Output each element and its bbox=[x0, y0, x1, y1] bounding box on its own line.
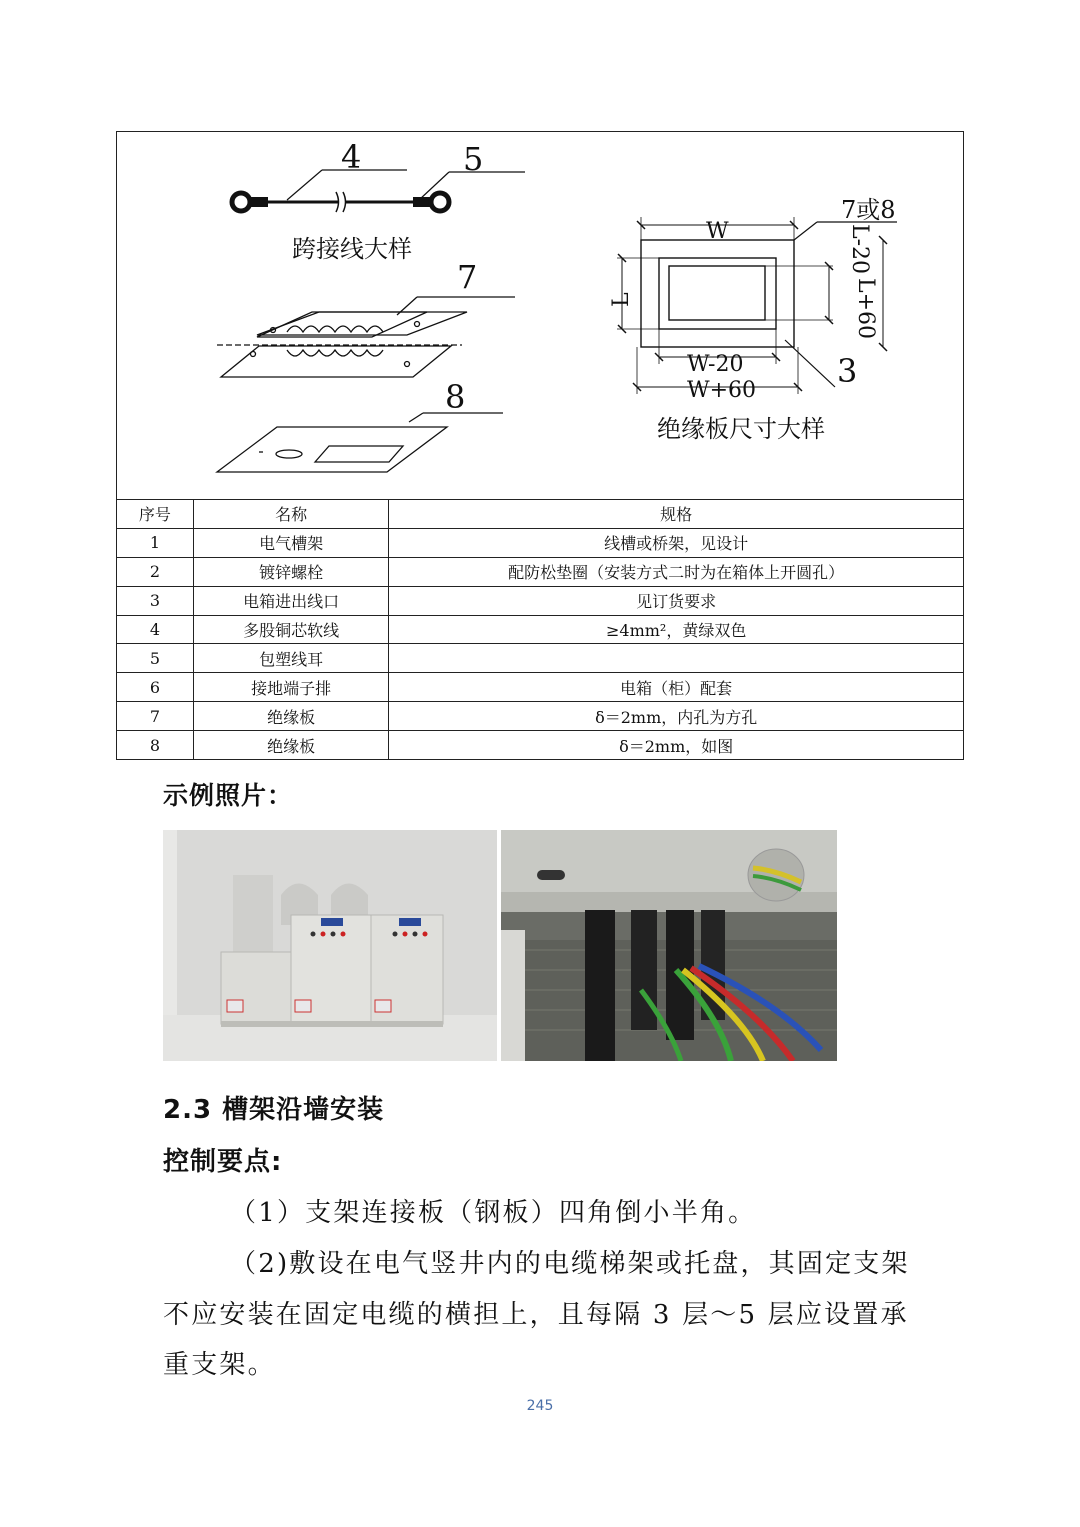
control-points-heading: 控制要点: bbox=[163, 1147, 283, 1177]
table-row bbox=[117, 731, 964, 760]
board-caption: 绝缘板尺寸大样 bbox=[657, 415, 825, 443]
cell-name: 包塑线耳 bbox=[193, 644, 389, 673]
label-3: 3 bbox=[837, 352, 858, 390]
spec-table bbox=[116, 499, 964, 760]
section-heading: 2.3 槽架沿墙安装 bbox=[163, 1095, 385, 1125]
dim-l-plus-60: L+60 bbox=[853, 278, 878, 340]
paragraph-2-line-3: 重支架。 bbox=[163, 1350, 276, 1380]
label-4: 4 bbox=[341, 138, 362, 176]
dim-w-plus-60: W+60 bbox=[687, 378, 757, 403]
cell-spec: 线槽或桥架，见设计 bbox=[389, 528, 964, 557]
table-row bbox=[117, 644, 964, 673]
cell-index: 5 bbox=[117, 644, 194, 673]
cell-spec: 配防松垫圈（安装方式二时为在箱体上开圆孔） bbox=[389, 557, 964, 586]
page-number: 245 bbox=[526, 1398, 554, 1414]
example-photo-caption: 示例照片： bbox=[163, 781, 294, 810]
header-spec: 规格 bbox=[389, 500, 964, 529]
table-row bbox=[117, 673, 964, 702]
table-row bbox=[117, 528, 964, 557]
cell-name: 电箱进出线口 bbox=[193, 586, 389, 615]
table-row bbox=[117, 586, 964, 615]
label-7: 7 bbox=[457, 258, 478, 296]
cell-spec: δ＝2mm，如图 bbox=[389, 731, 964, 760]
cell-spec: 电箱（柜）配套 bbox=[389, 673, 964, 702]
label-5: 5 bbox=[463, 140, 484, 178]
board-7 bbox=[217, 297, 515, 377]
board-8 bbox=[217, 413, 503, 472]
label-8: 8 bbox=[445, 378, 466, 416]
cell-name: 电气槽架 bbox=[193, 528, 389, 557]
paragraph-2-line-1: （2)敷设在电气竖井内的电缆梯架或托盘，其固定支架 bbox=[230, 1249, 910, 1279]
detail-drawing-svg bbox=[117, 132, 965, 500]
cell-name: 绝缘板 bbox=[193, 731, 389, 760]
header-index: 序号 bbox=[117, 500, 194, 529]
paragraph-1: （1）支架连接板（钢板）四角倒小半角。 bbox=[230, 1198, 757, 1228]
paragraph-2-line-2: 不应安装在固定电缆的横担上，且每隔 3 层～5 层应设置承 bbox=[163, 1300, 909, 1330]
cell-spec: δ＝2mm，内孔为方孔 bbox=[389, 702, 964, 731]
detail-drawing bbox=[116, 131, 964, 499]
cell-index: 1 bbox=[117, 528, 194, 557]
cell-name: 接地端子排 bbox=[193, 673, 389, 702]
table-header-row bbox=[117, 500, 964, 529]
cell-name: 多股铜芯软线 bbox=[193, 615, 389, 644]
label-7-or-8: 7或8 bbox=[841, 196, 896, 224]
cell-spec: ≥4mm²，黄绿双色 bbox=[389, 615, 964, 644]
cell-spec bbox=[389, 644, 964, 673]
dim-l: L bbox=[609, 292, 634, 307]
cell-index: 4 bbox=[117, 615, 194, 644]
table-row bbox=[117, 702, 964, 731]
cell-index: 2 bbox=[117, 557, 194, 586]
cell-index: 7 bbox=[117, 702, 194, 731]
cell-index: 8 bbox=[117, 731, 194, 760]
cell-spec: 见订货要求 bbox=[389, 586, 964, 615]
photo-cable-entry bbox=[501, 830, 837, 1061]
dim-w-minus-20: W-20 bbox=[687, 352, 744, 377]
jumper-caption: 跨接线大样 bbox=[292, 235, 412, 263]
cell-index: 3 bbox=[117, 586, 194, 615]
table-row bbox=[117, 557, 964, 586]
table-row bbox=[117, 615, 964, 644]
dim-l-minus-20: L-20 bbox=[847, 224, 872, 275]
cell-name: 绝缘板 bbox=[193, 702, 389, 731]
dim-w: W bbox=[706, 219, 729, 244]
cell-index: 6 bbox=[117, 673, 194, 702]
cell-name: 镀锌螺栓 bbox=[193, 557, 389, 586]
header-name: 名称 bbox=[193, 500, 389, 529]
photo-electrical-boxes bbox=[163, 830, 497, 1061]
